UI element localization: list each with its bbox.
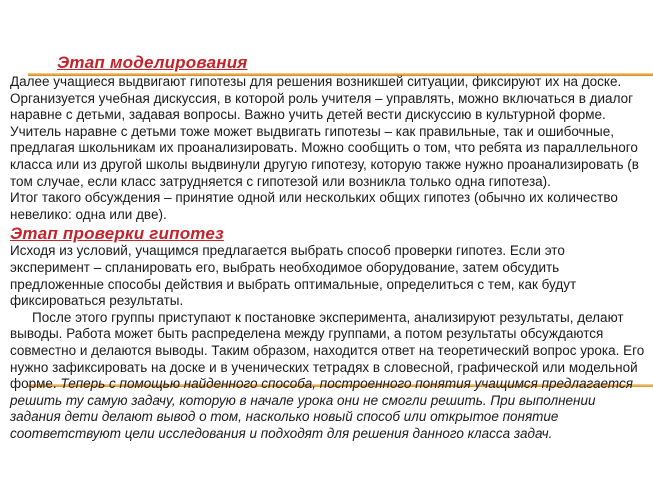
paragraph-hypotheses-discussion: Далее учащиеся выдвигают гипотезы для решения возникшей ситуации, фиксируют их на доске. Организуется учебная дискуссия, в которой роль учителя – управлять, можно включаться в диалог наравне с детьми, задавая вопросы. Важно учить детей вести дискуссию в культурной форме. Учитель наравне с детьми тоже может выдвигать гипотезы – как правильные, так и ошибочные, предлагая школьникам их проанализировать. Можно сообщить о том, что ребята из параллельного класса или из другой школы выдвинули другую гипотезу, которую также нужно проанализировать (в том случае, если класс затрудняется с гипотезой или возникла только одна гипотеза). <box>10 74 639 189</box>
paragraph-experiment-conclusions <box>10 310 647 443</box>
paragraph-check-method: Исходя из условий, учащимся предлагается выбрать способ проверки гипотез. Если это эксперимент – спланировать его, выбрать необходимое оборудование, затем обсудить предложенные способы действия и выбрать оптимальные, определиться с тем, как будут фиксироваться результаты. <box>10 243 577 309</box>
section-heading-modeling-stage: Этап моделирования <box>57 53 248 72</box>
paragraph-discussion-result: Итог такого обсуждения – принятие одной или нескольких общих гипотез (обычно их количество невелико: одна или две). <box>10 190 618 222</box>
slide-body-text <box>10 74 647 442</box>
paragraph-italic-segment: Теперь с помощью найденного способа, построенного понятия учащимся предлагается решить ту самую задачу, которую в начале урока они не смогли решить. При выполнении задания дети делают вывод о том, насколько новый способ или открытое понятие соответствуют цели исследования и подходят для решения данного класса задач. <box>10 376 633 441</box>
paragraph-normal-segment: После этого группы приступают к постановке эксперимента, анализируют результаты, делают выводы. Работа может быть распределена между группами, а потом результаты обсуждаются совместно и делаются выводы. Таким образом, находится ответ на теоретический вопрос урока. Его нужно зафиксировать на доске и в ученических тетрадях в словесной, графической или модельной форме. <box>10 309 645 392</box>
section-heading-hypothesis-check-stage: Этап проверки гипотез <box>10 224 224 244</box>
